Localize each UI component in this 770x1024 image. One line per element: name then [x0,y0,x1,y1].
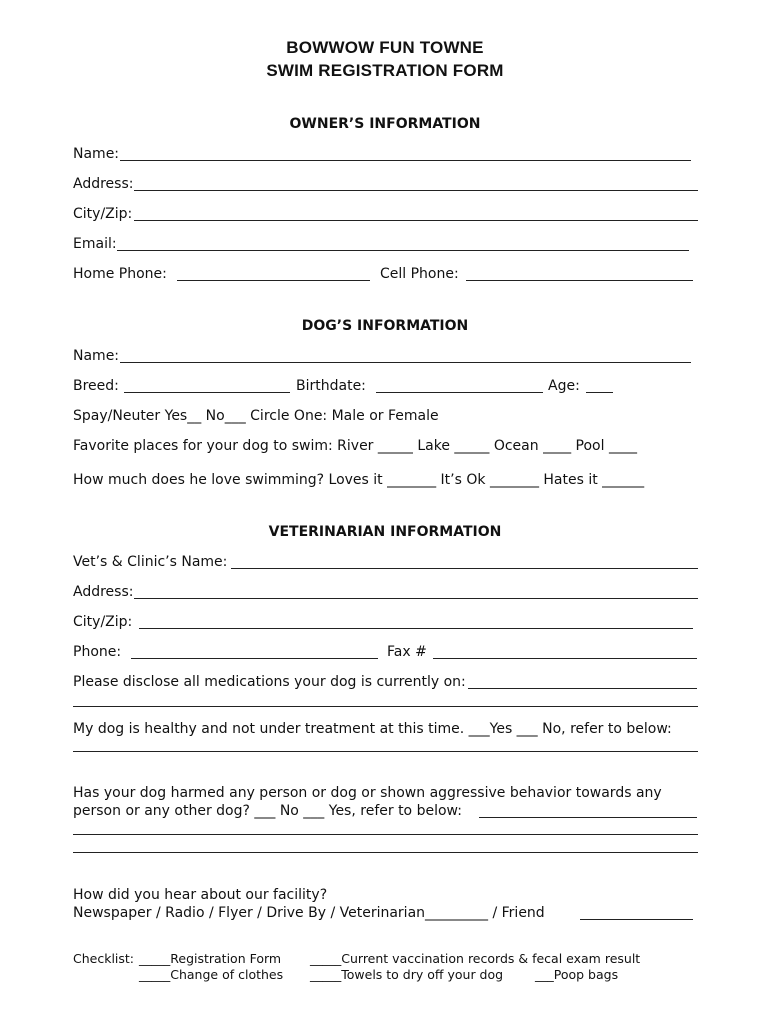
vet-city-zip-field[interactable] [139,628,693,629]
vet-healthy-statement[interactable]: My dog is healthy and not under treatment at this time. ___Yes ___ No, refer to below: [73,721,672,737]
vet-medications-label: Please disclose all medications your dog is currently on: [73,674,466,690]
vet-fax-label: Fax # [387,644,427,660]
vet-address-field[interactable] [134,598,698,599]
vet-clinic-name-field[interactable] [231,568,698,569]
checklist-change-of-clothes[interactable]: _____Change of clothes [139,967,284,982]
owner-home-phone-field[interactable] [177,280,370,281]
checklist-registration-form[interactable]: _____Registration Form [139,951,282,966]
vet-medications-field[interactable] [468,688,697,689]
dog-name-label: Name: [73,348,120,364]
checklist-poop-bags[interactable]: ___Poop bags [535,967,619,982]
referral-friend-field[interactable] [580,919,693,920]
referral-question: How did you hear about our facility? [73,887,328,903]
owner-email-field[interactable] [117,250,689,251]
dog-birthdate-field[interactable] [376,392,543,393]
owner-email-label: Email: [73,236,117,252]
dog-love-swimming-line[interactable]: How much does he love swimming? Loves it _______ It’s Ok _______ Hates it ______ [73,472,645,488]
owner-address-field[interactable] [134,190,698,191]
vet-phone-field[interactable] [131,658,378,659]
checklist-vaccination-records[interactable]: _____Current vaccination records & fecal exam result [310,951,641,966]
dog-section-heading: DOG’S INFORMATION [301,318,469,334]
owner-name-label: Name: [73,146,120,162]
checklist-towels[interactable]: _____Towels to dry off your dog [310,967,504,982]
owner-city-zip-label: City/Zip: [73,206,133,222]
vet-fax-field[interactable] [433,658,697,659]
dog-age-field[interactable] [586,392,613,393]
dog-birthdate-label: Birthdate: [296,378,366,394]
vet-clinic-name-label: Vet’s & Clinic’s Name: [73,554,228,570]
owner-cell-phone-field[interactable] [466,280,693,281]
dog-breed-label: Breed: [73,378,119,394]
vet-medications-field-line2[interactable] [73,706,698,707]
vet-aggression-question-line2[interactable]: person or any other dog? ___ No ___ Yes, refer to below: [73,803,462,819]
dog-name-field[interactable] [120,362,691,363]
checklist-label: Checklist: [73,951,135,966]
vet-section-heading: VETERINARIAN INFORMATION [268,524,502,540]
owner-address-label: Address: [73,176,134,192]
owner-city-zip-field[interactable] [134,220,698,221]
form-title-line1: BOWWOW FUN TOWNE [286,38,484,57]
owner-cell-phone-label: Cell Phone: [380,266,459,282]
vet-address-label: Address: [73,584,134,600]
form-title-line2: SWIM REGISTRATION FORM [266,61,504,80]
dog-breed-field[interactable] [124,392,290,393]
owner-section-heading: OWNER’S INFORMATION [289,116,481,132]
vet-aggression-answer-field[interactable] [479,817,697,818]
dog-age-label: Age: [548,378,580,394]
vet-healthy-notes-field[interactable] [73,751,698,752]
dog-favorite-places-line[interactable]: Favorite places for your dog to swim: River _____ Lake _____ Ocean ____ Pool ____ [73,438,637,454]
vet-aggression-notes-line1[interactable] [73,834,698,835]
owner-name-field[interactable] [120,160,691,161]
vet-aggression-question-line1: Has your dog harmed any person or dog or shown aggressive behavior towards any [73,785,662,801]
dog-spay-neuter-line[interactable]: Spay/Neuter Yes__ No___ Circle One: Male or Female [73,408,439,424]
referral-options[interactable]: Newspaper / Radio / Flyer / Drive By / Veterinarian_________ / Friend [73,905,545,921]
vet-phone-label: Phone: [73,644,122,660]
vet-city-zip-label: City/Zip: [73,614,133,630]
vet-aggression-notes-line2[interactable] [73,852,698,853]
owner-home-phone-label: Home Phone: [73,266,167,282]
